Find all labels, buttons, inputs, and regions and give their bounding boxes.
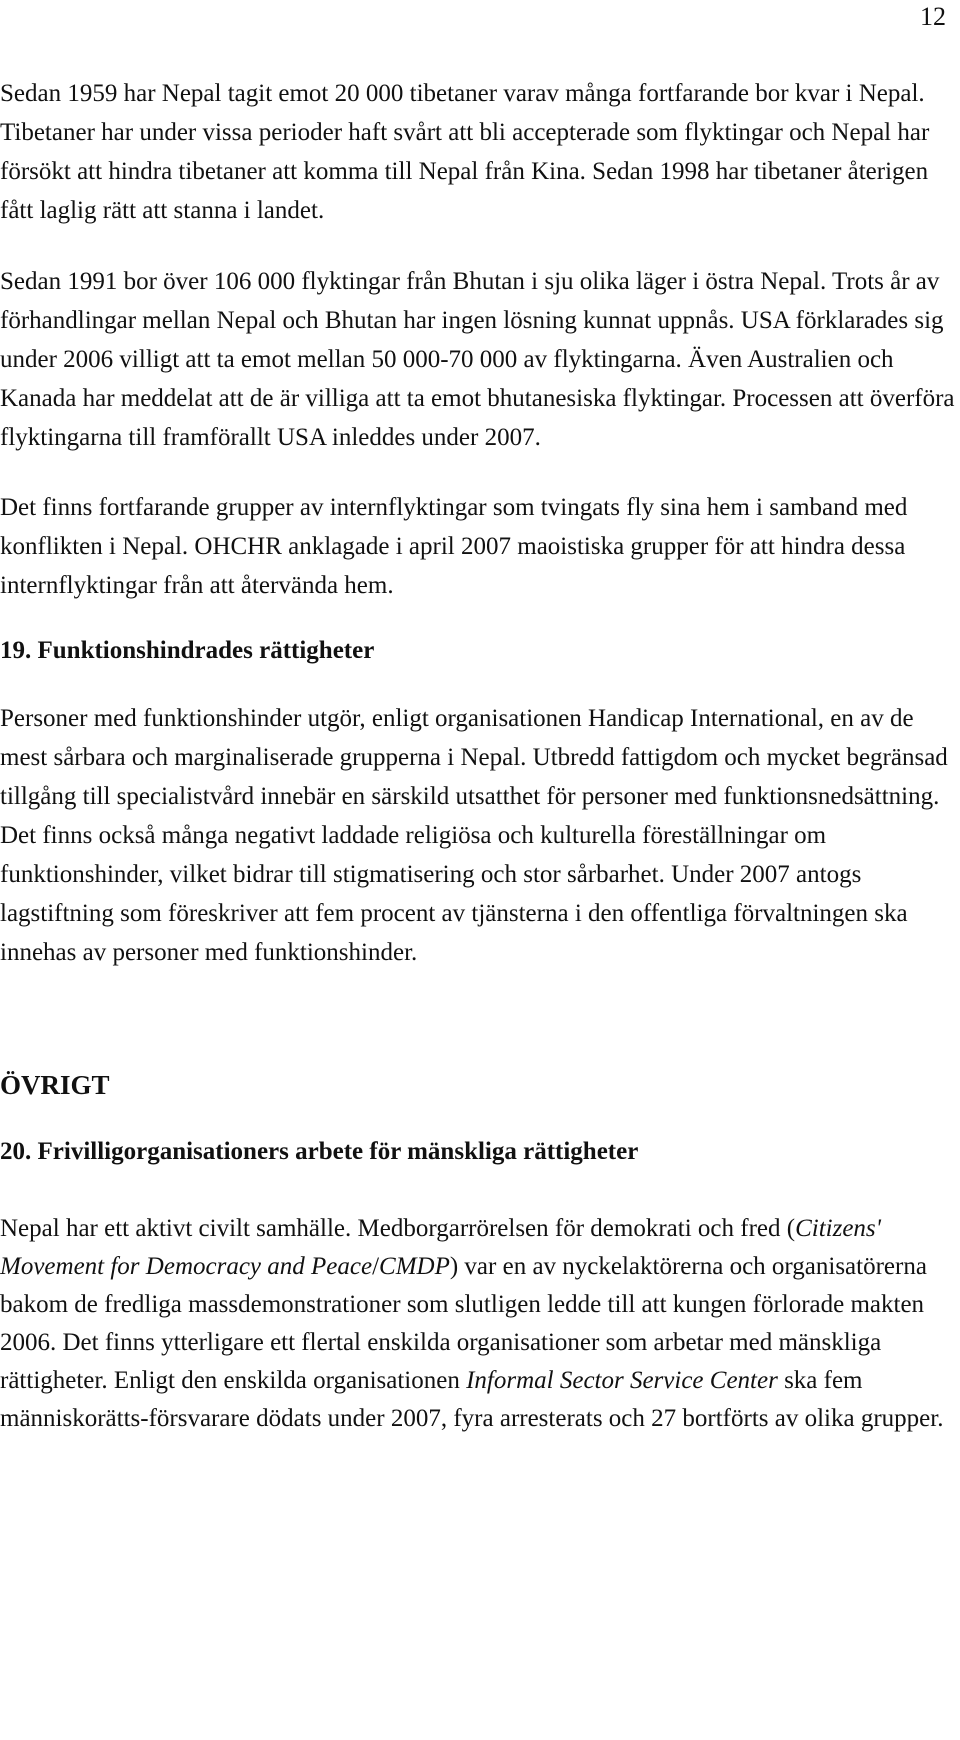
document-body	[0, 74, 958, 1438]
text-fragment: Nepal har ett aktivt civilt samhälle. Medborgarrörelsen för demokrati och fred (	[0, 1215, 796, 1242]
italic-org-name-insec: Informal Sector Service Center	[466, 1367, 778, 1394]
italic-acronym-cmdp: CMDP	[379, 1253, 450, 1280]
page-number: 12	[920, 2, 946, 31]
italic-org-name-cmdp: Citizens' Movement for Democracy and Peace	[0, 1215, 882, 1280]
paragraph-bhutan-refugees: Sedan 1991 bor över 106 000 flyktingar från Bhutan i sju olika läger i östra Nepal. Trots år av förhandlingar mellan Nepal och Bhutan har ingen lösning kunnat uppnås. USA förklarades sig under 2006 villigt att ta emot mellan 50 000-70 000 av flyktingarna. Även Australien och Kanada har meddelat att de är villiga att ta emot bhutanesiska flyktingar. Processen att överföra flyktingarna till framförallt USA inleddes under 2007.	[0, 268, 955, 451]
paragraph-internal-displaced: Det finns fortfarande grupper av internflyktingar som tvingats fly sina hem i samband med konflikten i Nepal. OHCHR anklagade i april 2007 maoistiska grupper för att hindra dessa internflyktingar från att återvända hem.	[0, 494, 908, 599]
section-heading-20: 20. Frivilligorganisationers arbete för mänskliga rättigheter	[0, 1138, 639, 1165]
paragraph-disability-rights: Personer med funktionshinder utgör, enligt organisationen Handicap International, en av de mest sårbara och marginaliserade grupperna i Nepal. Utbredd fattigdom och mycket begränsad tillgång till specialistvård innebär en särskild utsatthet för personer med funktionsnedsättning. Det finns också många negativt laddade religiösa och kulturella föreställningar om funktionshinder, vilket bidrar till stigmatisering och stor sårbarhet. Under 2007 antogs lagstiftning som föreskriver att fem procent av tjänsterna i den offentliga förvaltningen ska innehas av personer med funktionshinder.	[0, 705, 948, 966]
chapter-heading-ovrigt: ÖVRIGT	[0, 1070, 110, 1100]
paragraph-civil-society	[0, 1210, 958, 1438]
text-fragment: /	[372, 1253, 380, 1280]
section-heading-19: 19. Funktionshindrades rättigheter	[0, 637, 375, 664]
paragraph-tibetan-refugees: Sedan 1959 har Nepal tagit emot 20 000 tibetaner varav många fortfarande bor kvar i Nepal. Tibetaner har under vissa perioder haft svårt att bli accepterade som flyktingar och Nepal har försökt att hindra tibetaner att komma till Nepal från Kina. Sedan 1998 har tibetaner återigen fått laglig rätt att stanna i landet.	[0, 80, 930, 224]
text-fragment: ) var en av nyckelaktörerna och organisatörerna bakom de fredliga massdemonstrationer som slutligen ledde till att kungen förlorade makten 2006. Det finns ytterligare ett flertal enskilda organisationer som arbetar med mänskliga rättigheter. Enligt den enskilda organisationen	[0, 1253, 927, 1394]
text-fragment: ska fem människorätts-försvarare dödats under 2007, fyra arresterats och 27 bortförts av olika grupper.	[0, 1367, 944, 1432]
